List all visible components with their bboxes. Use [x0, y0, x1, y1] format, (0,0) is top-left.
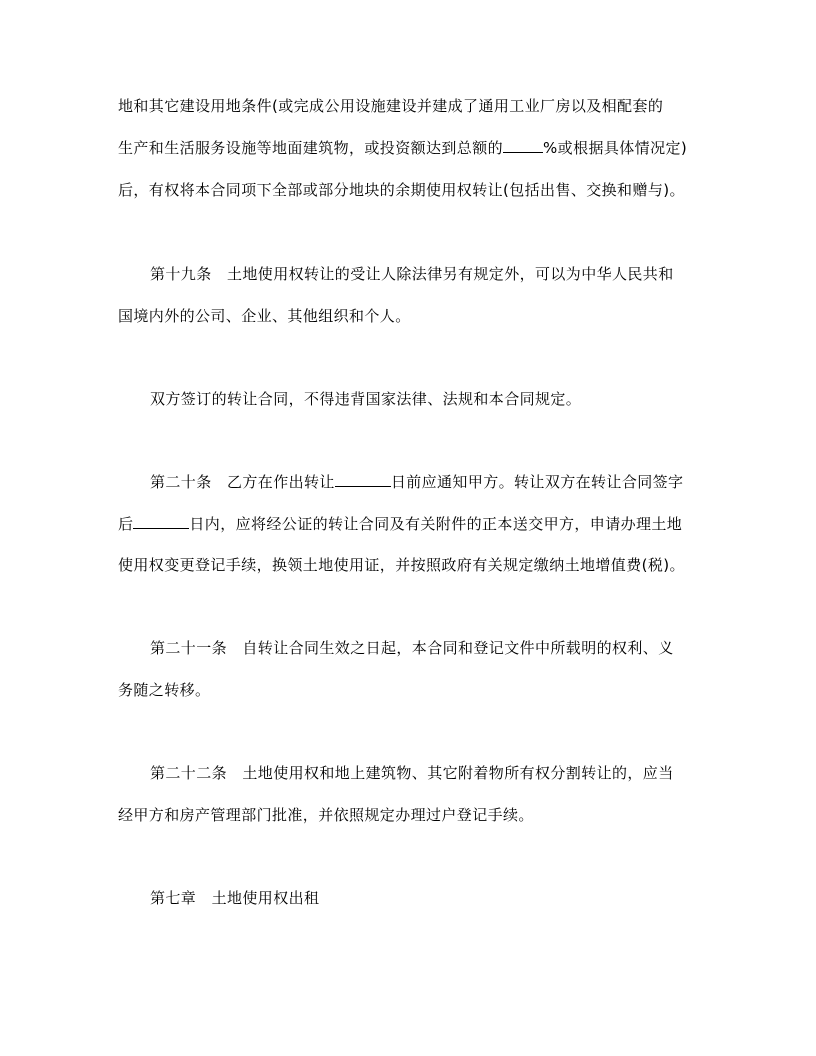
text-line: 使用权变更登记手续，换领土地使用证，并按照政府有关规定缴纳土地增值费(税)。	[118, 556, 685, 574]
text-line: 后，有权将本合同项下全部或部分地块的余期使用权转让(包括出售、交换和赠与)。	[118, 181, 685, 199]
text-line	[118, 514, 682, 534]
text-segment: 生产和生活服务设施等地面建筑物，或投资额达到总额的	[118, 139, 504, 157]
text-line: 经甲方和房产管理部门批准，并依照规定办理过户登记手续。	[118, 806, 534, 824]
text-segment: 后	[118, 515, 134, 533]
article-heading-line: 第二十一条 自转让合同生效之日起，本合同和登记文件中所载明的权利、义	[150, 639, 674, 657]
text-line: 双方签订的转让合同，不得违背国家法律、法规和本合同规定。	[150, 390, 582, 408]
chapter-heading: 第七章 土地使用权出租	[150, 889, 320, 907]
fill-in-blank	[335, 472, 391, 487]
text-line	[118, 138, 687, 158]
fill-in-blank	[503, 138, 543, 153]
text-segment: %或根据具体情况定)	[543, 139, 688, 157]
text-segment: 日内，应将经公证的转让合同及有关附件的正本送交甲方，申请办理土地	[189, 515, 683, 533]
fill-in-blank	[133, 514, 189, 529]
article-heading-line	[150, 472, 683, 492]
article-heading-line: 第十九条 土地使用权转让的受让人除法律另有规定外，可以为中华人民共和	[150, 265, 674, 283]
article-heading-line: 第二十二条 土地使用权和地上建筑物、其它附着物所有权分割转让的，应当	[150, 764, 674, 782]
text-line: 国境内外的公司、企业、其他组织和个人。	[118, 307, 411, 325]
text-line: 地和其它建设用地条件(或完成公用设施建设并建成了通用工业厂房以及相配套的	[118, 97, 664, 115]
text-segment: 第二十条 乙方在作出转让	[150, 473, 335, 491]
text-segment: 日前应通知甲方。转让双方在转让合同签字	[390, 473, 684, 491]
text-line: 务随之转移。	[118, 681, 211, 699]
